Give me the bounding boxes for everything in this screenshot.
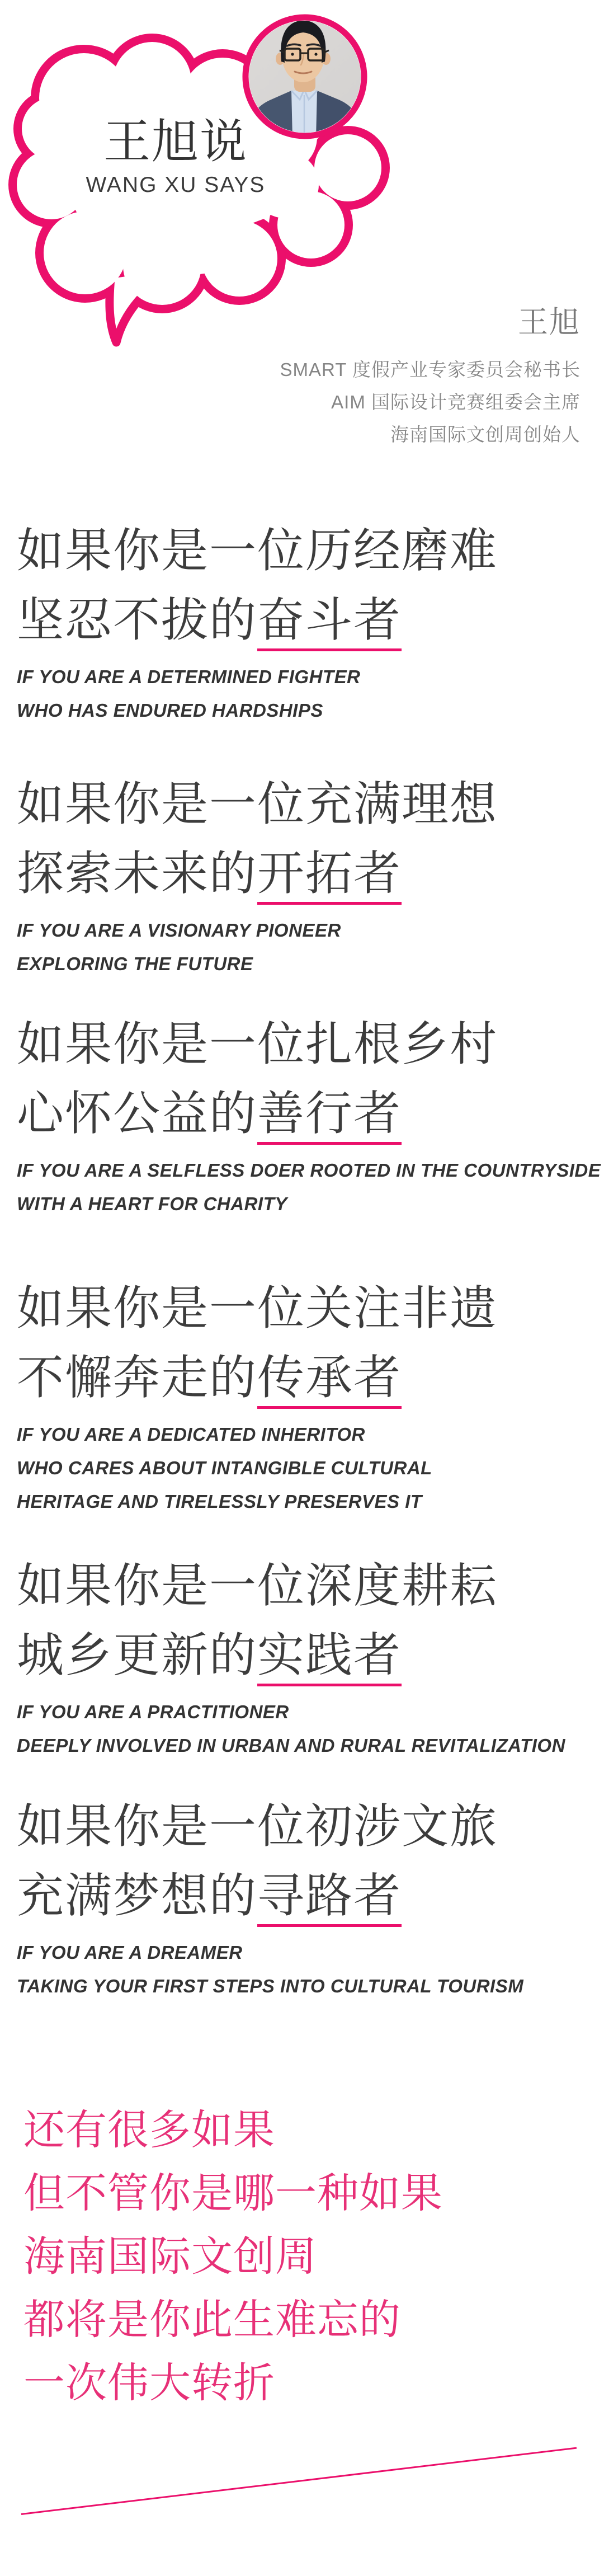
en-line: IF YOU ARE A DETERMINED FIGHTER bbox=[17, 666, 361, 687]
underlined-keyword: 寻路者 bbox=[257, 1872, 402, 1927]
cn-line2-prefix: 不懈奔走的 bbox=[17, 1351, 258, 1404]
paragraph-cn-line1: 如果你是一位关注非遗 bbox=[17, 1282, 498, 1334]
en-line: WITH A HEART FOR CHARITY bbox=[17, 1193, 287, 1214]
underlined-keyword: 传承者 bbox=[257, 1354, 402, 1409]
en-line: IF YOU ARE A PRACTITIONER bbox=[17, 1701, 289, 1722]
closing-line: 海南国际文创周 bbox=[23, 2233, 317, 2279]
if-paragraph-2 bbox=[17, 769, 498, 981]
if-paragraph-6 bbox=[17, 1792, 523, 2003]
paragraph-cn-line2 bbox=[17, 1079, 601, 1148]
profile-title-line: 海南国际文创周创始人 bbox=[390, 424, 581, 445]
en-line: WHO CARES ABOUT INTANGIBLE CULTURAL bbox=[17, 1458, 432, 1478]
if-paragraph-4 bbox=[17, 1273, 498, 1519]
paragraph-cn-line2 bbox=[17, 1861, 523, 1930]
cn-line2-prefix: 心怀公益的 bbox=[17, 1087, 258, 1140]
en-line: IF YOU ARE A VISIONARY PIONEER bbox=[17, 920, 341, 941]
if-paragraph-1 bbox=[17, 516, 498, 727]
profile-block bbox=[280, 304, 581, 451]
paragraph-cn-line2 bbox=[17, 585, 498, 655]
cn-line2-prefix: 探索未来的 bbox=[17, 847, 258, 900]
logo-title-en: WANG XU SAYS bbox=[86, 173, 266, 197]
paragraph-cn-line1: 如果你是一位初涉文旅 bbox=[17, 1800, 498, 1853]
paragraph-cn-line1: 如果你是一位扎根乡村 bbox=[17, 1018, 498, 1070]
closing-line: 但不管你是哪一种如果 bbox=[23, 2170, 443, 2216]
paragraph-english bbox=[17, 914, 498, 981]
if-paragraph-5 bbox=[17, 1551, 565, 1762]
en-line: IF YOU ARE A DEDICATED INHERITOR bbox=[17, 1424, 365, 1445]
underlined-keyword: 实践者 bbox=[257, 1632, 402, 1686]
paragraph-cn-line2 bbox=[17, 839, 498, 908]
paragraph-cn-line1: 如果你是一位历经磨难 bbox=[17, 524, 498, 577]
en-line: EXPLORING THE FUTURE bbox=[17, 953, 253, 974]
cn-line2-prefix: 坚忍不拔的 bbox=[17, 594, 258, 646]
profile-titles bbox=[280, 354, 581, 451]
paragraph-cn-line1: 如果你是一位深度耕耘 bbox=[17, 1559, 498, 1612]
paragraph-english bbox=[17, 1154, 601, 1221]
underlined-keyword: 奋斗者 bbox=[257, 596, 402, 651]
diagonal-divider-line bbox=[21, 2447, 577, 2515]
en-line: IF YOU ARE A SELFLESS DOER ROOTED IN THE COUNTRYSIDE bbox=[17, 1160, 601, 1181]
closing-line: 还有很多如果 bbox=[23, 2107, 275, 2153]
paragraph-english bbox=[17, 1695, 565, 1762]
underlined-keyword: 开拓者 bbox=[257, 850, 402, 905]
profile-title-line: AIM 国际设计竞赛组委会主席 bbox=[331, 392, 581, 412]
logo-block bbox=[64, 113, 287, 198]
en-line: WHO HAS ENDURED HARDSHIPS bbox=[17, 700, 323, 721]
en-line: TAKING YOUR FIRST STEPS INTO CULTURAL TOURISM bbox=[17, 1976, 524, 1996]
closing-line: 都将是你此生难忘的 bbox=[23, 2296, 401, 2343]
logo-title-cn: 王旭说 bbox=[103, 115, 248, 168]
paragraph-cn-line1: 如果你是一位充满理想 bbox=[17, 778, 498, 830]
paragraph-english bbox=[17, 660, 498, 727]
closing-line: 一次伟大转折 bbox=[23, 2359, 275, 2406]
en-line: HERITAGE AND TIRELESSLY PRESERVES IT bbox=[17, 1491, 422, 1512]
closing-block bbox=[23, 2098, 443, 2414]
cn-line2-prefix: 城乡更新的 bbox=[17, 1629, 258, 1681]
profile-title-line: SMART 度假产业专家委员会秘书长 bbox=[280, 359, 581, 380]
cn-line2-prefix: 充满梦想的 bbox=[17, 1869, 258, 1922]
paragraph-cn-line2 bbox=[17, 1343, 498, 1412]
en-line: IF YOU ARE A DREAMER bbox=[17, 1942, 243, 1963]
if-paragraph-3 bbox=[17, 1009, 601, 1221]
paragraph-english bbox=[17, 1936, 523, 2003]
profile-name: 王旭 bbox=[518, 305, 581, 339]
underlined-keyword: 善行者 bbox=[257, 1090, 402, 1145]
en-line: DEEPLY INVOLVED IN URBAN AND RURAL REVITALIZATION bbox=[17, 1735, 565, 1756]
paragraph-cn-line2 bbox=[17, 1620, 565, 1690]
paragraph-english bbox=[17, 1418, 498, 1519]
